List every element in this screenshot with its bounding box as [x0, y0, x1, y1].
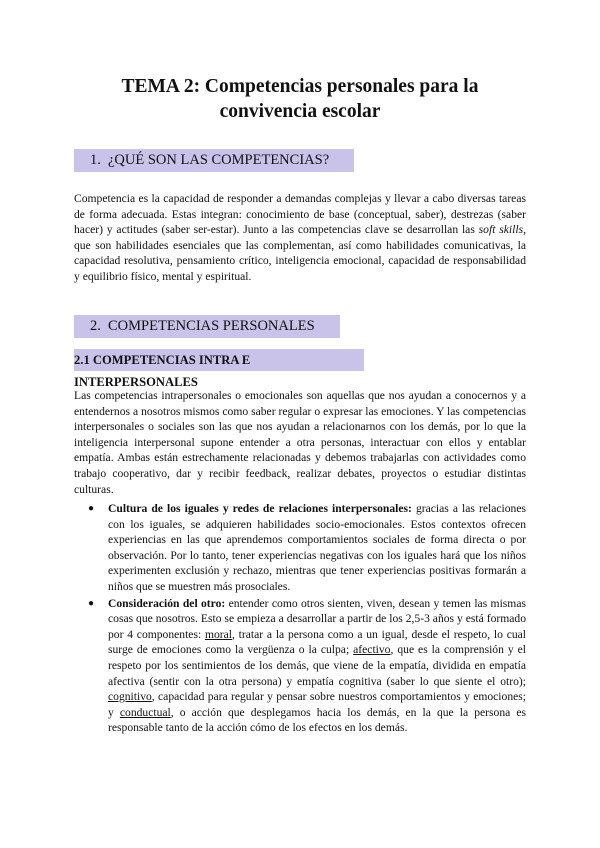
bullet-2-text-3: , que es la comprensión y el respeto por los sentimientos de los demás, que viene de la empatía, dividida en empatía afectiva (sentir con la otra persona) y empatía cognitiva (saber lo que siente el otro); — [108, 643, 526, 688]
section-2-heading — [74, 315, 340, 338]
bullet-icon: ● — [88, 503, 95, 514]
p1-text-b: , que son habilidades esenciales que las complementan, así como habilidades comunicativas, la capacidad resolutiva, pensamiento crítico, inteligencia emocional, capacidad de responsabilidad y equilibrio físico, mental y espiritual. — [74, 223, 526, 283]
term-cognitivo: cognitivo — [108, 690, 152, 704]
paragraph-competencias — [74, 191, 526, 285]
bullet-1-text: gracias a las relaciones con los iguales, se adquieren habilidades socio-emocionales. Estos contextos ofrecen experiencias en las que aprendemos comportamientos sociales de forma directa o por observación. Por lo tanto, tener experiencias negativas con los iguales hará que los niños experimenten exclusión y rechazo, mientras que tener experiencias positivas formarán a niños que se muestren más prosociales. — [108, 502, 526, 593]
bullet-list — [74, 501, 526, 737]
bullet-2-text-1: entender como otros sienten, viven, desean y temen las mismas cosas que nosotros. Esto se empieza a desarrollar a partir de los 2,5-3 años y está formado por 4 componentes: — [108, 596, 526, 641]
section-1-heading — [74, 149, 354, 172]
section-2-title: COMPETENCIAS PERSONALES — [108, 318, 315, 334]
p1-text-a: Competencia es la capacidad de responder a demandas complejas y llevar a cabo diversas tareas de forma adecuada. Estas integran: conocimiento de base (conceptual, saber), destrezas (saber hacer) y actitudes (saber ser-estar). Junto a las competencias clave se desarrollan las — [74, 192, 526, 237]
term-moral: moral — [204, 627, 233, 641]
bullet-2-term: Consideración del otro: — [108, 596, 226, 610]
title-line-2: convivencia escolar — [219, 101, 381, 122]
paragraph-intra-inter: Las competencias intrapersonales o emocionales son aquellas que nos ayudan a conocernos y a entendernos a nosotros mismos como saber regular o expresar las emociones. Y las competencias interpersonales o sociales son las que nos ayudan a relacionarnos con los demás, por lo que la inteligencia interpersonal supone entender a otra personas, interactuar con ellos y entablar empatía. Ambas están estrechamente relacionadas y debemos trabajarlas con actividades como trabajo cooperativo, dar y recibir feedback, realizar debates, proyectos o estudiar distintas culturas. — [74, 389, 526, 496]
subsection-2-1-heading: 2.1 COMPETENCIAS INTRA E INTERPERSONALES — [74, 349, 364, 371]
term-conductual: conductual — [119, 705, 171, 719]
p1-italic-term: soft skills — [478, 223, 524, 237]
bullet-icon: ● — [88, 597, 95, 609]
title-line-1: TEMA 2: Competencias personales para la — [121, 76, 479, 97]
list-item — [74, 596, 526, 736]
section-1-title: ¿QUÉ SON LAS COMPETENCIAS? — [108, 152, 330, 168]
section-2-number: 2. — [90, 318, 101, 334]
section-1-number: 1. — [90, 152, 101, 168]
bullet-2-text-5: , o acción que desplegamos hacia los demás, en la que la persona es responsable tanto de la acción cómo de los efectos en los demás. — [108, 705, 527, 735]
term-afectivo: afectivo — [353, 643, 391, 657]
list-item — [74, 501, 526, 595]
bullet-2-text-4: , capacidad para regular y pensar sobre nuestros comportamientos y emociones; y — [108, 690, 526, 719]
bullet-2-text-2: , tratar a la persona como a un igual, desde el respeto, lo cual surge de emociones como la vergüenza o la culpa; — [108, 627, 527, 657]
document-title — [60, 74, 540, 124]
bullet-1-term: Cultura de los iguales y redes de relaciones interpersonales: — [108, 502, 412, 515]
